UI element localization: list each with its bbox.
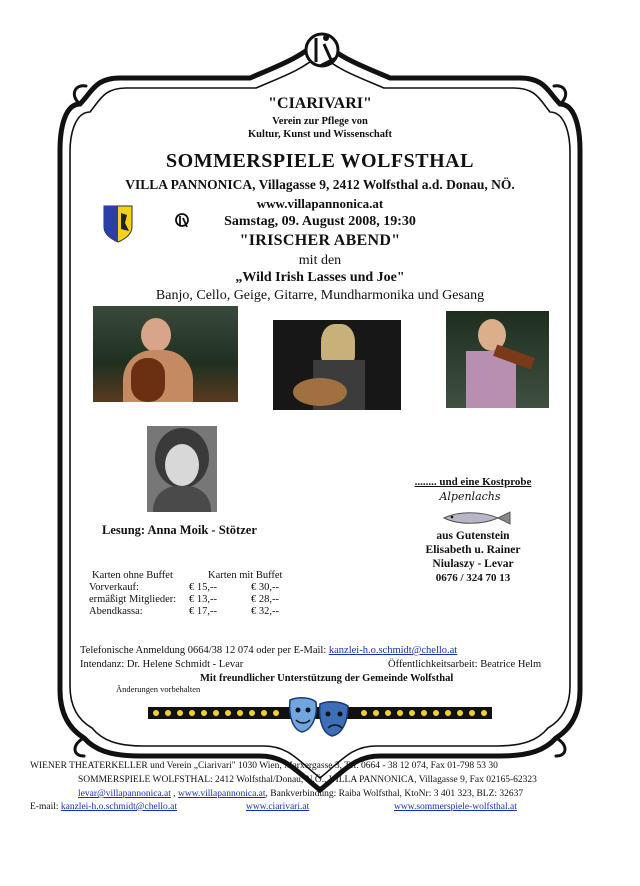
tasting-phone: 0676 / 324 70 13 (435, 572, 511, 584)
venue-website[interactable]: www.villapannonica.at (256, 196, 384, 211)
club-description-2: Kultur, Kunst und Wissenschaft (248, 129, 392, 140)
footer-sommerspiele-link-wrap (394, 801, 517, 814)
footer-line-3 (78, 788, 523, 801)
price-with-buffet: € 28,-- (251, 594, 279, 605)
price-col1-header: Karten ohne Buffet (92, 570, 173, 581)
changes-note: Änderungen vorbehalten (116, 684, 201, 694)
price-with-buffet: € 30,-- (251, 582, 279, 593)
price-row (89, 606, 282, 618)
fish-icon (440, 510, 512, 526)
price-without-buffet: € 15,-- (189, 582, 217, 593)
price-row (89, 594, 282, 606)
contact-email-link[interactable]: kanzlei-h.o.schmidt@chello.at (328, 645, 458, 656)
footer-line-1: WIENER THEATERKELLER und Verein „Ciarivari" 1030 Wien, Marxergasse 3, Tel. 0664 - 38 12 074, Fax 01-798 53 30 (30, 761, 498, 771)
theatre-masks-icon (286, 696, 352, 738)
instruments: Banjo, Cello, Geige, Gitarre, Mundharmonika und Gesang (155, 288, 485, 303)
footer-bank-details: , Bankverbindung: Raiba Wolfsthal, KtoNr: 3 401 323, BLZ: 32637 (265, 789, 524, 799)
club-description-1: Verein zur Pflege von (272, 116, 368, 127)
footer-separator: , (170, 789, 179, 799)
price-row-label: Abendkassa: (89, 606, 143, 617)
photo-anna-moik (147, 426, 217, 512)
intendant-label: Intendanz: Dr. Helene Schmidt - Levar (80, 659, 244, 670)
club-name: "CIARIVARI" (268, 95, 372, 112)
footer-ciarivari-link-wrap (246, 801, 309, 814)
price-with-buffet: € 32,-- (251, 606, 279, 617)
pr-label: Öffentlichkeitsarbeit: Beatrice Helm (388, 659, 542, 670)
tasting-surname: Niulaszy - Levar (432, 558, 514, 570)
reading-label: Lesung: Anna Moik - Stötzer (102, 523, 257, 537)
venue-address: VILLA PANNONICA, Villagasse 9, 2412 Wolfsthal a.d. Donau, NÖ. (125, 177, 515, 192)
footer-email-link[interactable]: levar@villapannonica.at (78, 789, 171, 799)
support-line: Mit freundlicher Unterstützung der Gemeinde Wolfsthal (200, 673, 454, 684)
price-col2-header: Karten mit Buffet (208, 570, 283, 581)
tasting-from: aus Gutenstein (436, 530, 510, 542)
footer-website-link[interactable]: www.villapannonica.at (178, 789, 266, 799)
price-without-buffet: € 13,-- (189, 594, 217, 605)
tasting-intro: ........ und eine Kostprobe (414, 476, 532, 488)
photo-guitarist (273, 320, 401, 410)
ciarivari-logo (302, 28, 342, 76)
price-without-buffet: € 17,-- (189, 606, 217, 617)
price-row-label: Vorverkauf: (89, 582, 139, 593)
price-table (89, 570, 282, 618)
with-label: mit den (298, 253, 342, 268)
contact-line (80, 645, 457, 656)
footer-sommerspiele-link[interactable]: www.sommerspiele-wolfsthal.at (394, 802, 517, 812)
price-row-label: ermäßigt Mitglieder: (89, 594, 177, 605)
festival-title: SOMMERSPIELE WOLFSTHAL (166, 150, 474, 172)
photo-cellist (93, 306, 238, 402)
footer-line-4 (30, 801, 177, 814)
photo-violinist (446, 311, 549, 408)
tasting-names: Elisabeth u. Rainer (425, 544, 521, 556)
alpenlachs-signature: Alpenlachs (439, 490, 501, 503)
contact-phone-text: Telefonische Anmeldung 0664/38 12 074 oder per E-Mail: (80, 645, 329, 656)
price-row (89, 582, 282, 594)
footer-email-label: E-mail: (30, 802, 61, 812)
footer-ciarivari-link[interactable]: www.ciarivari.at (246, 802, 310, 812)
footer-email2-link[interactable]: kanzlei-h.o.schmidt@chello.at (60, 802, 177, 812)
footer-line-2: SOMMERSPIELE WOLFSTHAL: 2412 Wolfsthal/Donau, N.Ö., VILLA PANNONICA, Villagasse 9, Fax 02165-62323 (78, 775, 537, 785)
event-title: "IRISCHER ABEND" (239, 232, 401, 249)
event-date: Samstag, 09. August 2008, 19:30 (224, 214, 416, 229)
price-header-row (89, 570, 282, 582)
band-name: „Wild Irish Lasses und Joe" (235, 270, 405, 285)
